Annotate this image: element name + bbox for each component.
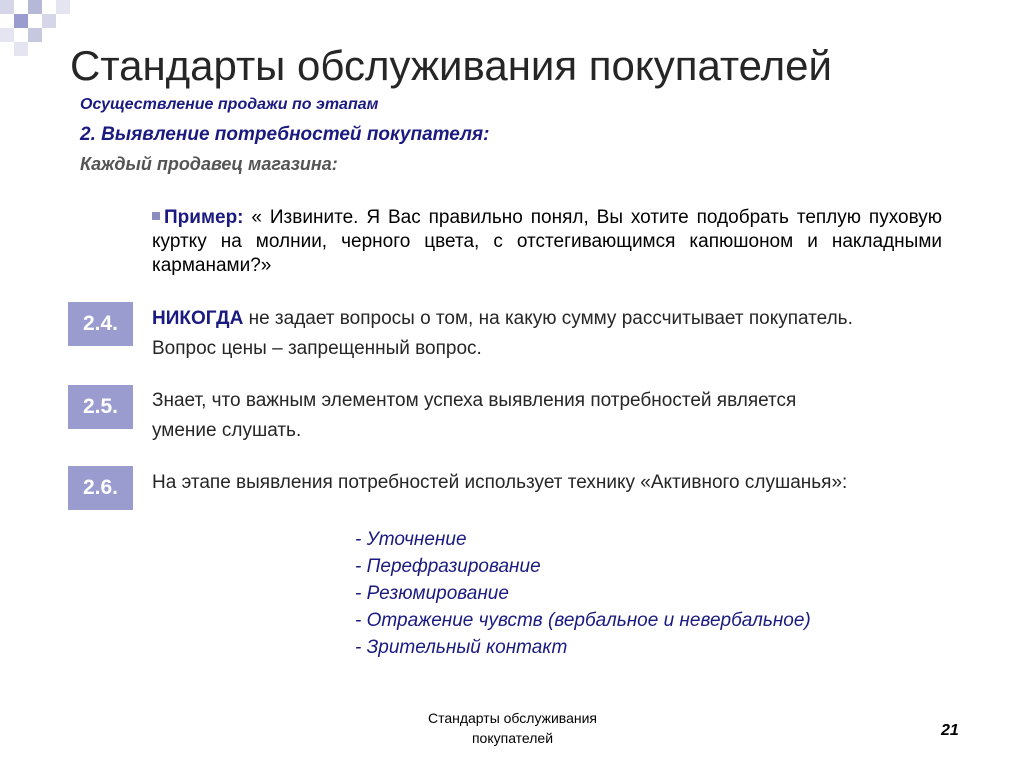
step-subtitle: 2. Выявление потребностей покупателя: [80,124,490,145]
technique-item: - Зрительный контакт [355,637,568,658]
point-text: На этапе выявления потребностей использует технику «Активного слушанья»: [152,472,848,493]
point-number-badge: 2.6. [68,466,133,510]
footer-caption: Стандарты обслуживания покупателей [427,710,598,746]
active-listening-techniques [355,526,811,661]
example-label: Пример: [164,207,244,228]
seller-subtitle: Каждый продавец магазина: [80,154,338,174]
point-number-badge: 2.5. [68,385,133,429]
point-number-badge: 2.4. [68,302,133,346]
technique-item: - Отражение чувств (вербальное и невербальное) [355,610,811,631]
point-text: Знает, что важным элементом успеха выявления потребностей является умение слушать. [152,390,797,441]
technique-item: - Уточнение [355,529,467,550]
technique-item: - Резюмирование [355,583,509,604]
stage-subtitle: Осуществление продажи по этапам [80,96,379,113]
square-bullet-icon [152,212,160,220]
page-number: 21 [941,722,959,739]
slide-title: Стандарты обслуживания покупателей [70,42,832,89]
example-paragraph [152,206,942,278]
technique-item: - Перефразирование [355,556,541,577]
never-emphasis: НИКОГДА [152,308,244,329]
point-text [152,304,872,364]
example-text: « Извините. Я Вас правильно понял, Вы хотите подобрать теплую пуховую куртку на молнии, черного цвета, с отстегивающимся капюшоном и накладными карманами?» [152,207,942,276]
point-body: не задает вопросы о том, на какую сумму рассчитывает покупатель. Вопрос цены – запрещенный вопрос. [152,308,853,359]
